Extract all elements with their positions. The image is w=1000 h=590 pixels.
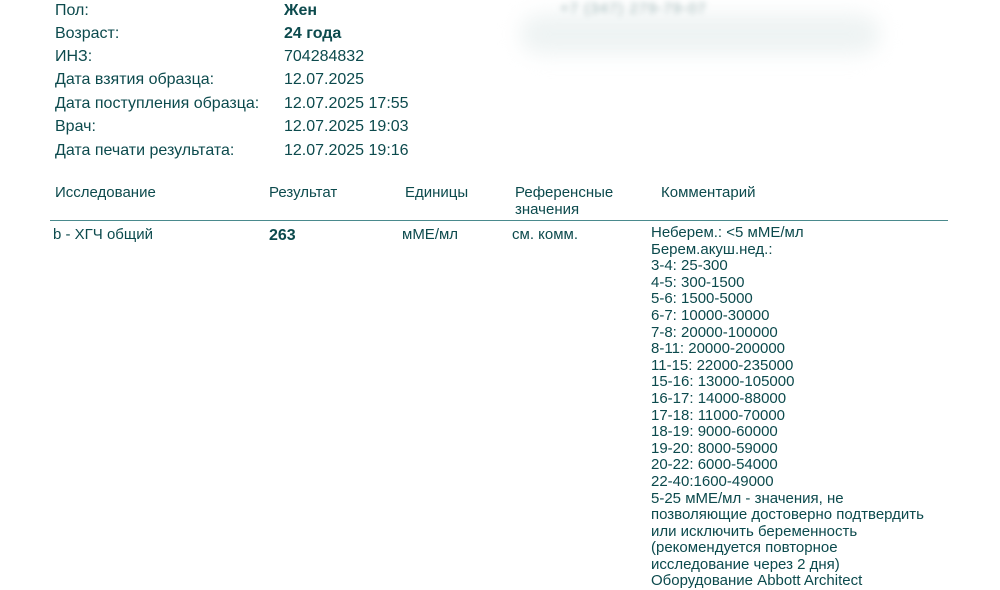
header-divider (50, 220, 948, 221)
age-value: 24 года (284, 25, 342, 42)
sample-date-value: 12.07.2025 (284, 71, 365, 88)
comment-line: 7-8: 20000-100000 (651, 323, 778, 341)
sex-label: Пол: (55, 2, 89, 19)
comment-line: 20-22: 6000-54000 (651, 456, 778, 474)
cell-result: 263 (269, 227, 296, 244)
header-reference: Референсные значения (515, 184, 614, 218)
cell-comment (651, 225, 924, 590)
cell-reference: см. комм. (512, 226, 579, 243)
comment-line: 4-5: 300-1500 (651, 273, 745, 291)
header-units: Единицы (405, 184, 469, 201)
comment-line: 22-40:1600-49000 (651, 472, 774, 490)
age-label: Возраст: (55, 25, 120, 42)
header-study: Исследование (55, 184, 156, 201)
comment-line: 6-7: 10000-30000 (651, 306, 770, 324)
sex-value: Жен (284, 2, 318, 19)
comment-line: 8-11: 20000-200000 (651, 340, 786, 358)
comment-line: исследование через 2 дня) (651, 555, 840, 573)
cell-study: b - ХГЧ общий (53, 226, 153, 243)
header-comment: Комментарий (661, 184, 756, 201)
comment-line: позволяющие достоверно подтвердить (651, 506, 924, 524)
comment-line: 18-19: 9000-60000 (651, 423, 778, 441)
print-date-label: Дата печати результата: (55, 142, 235, 159)
comment-line: 11-15: 22000-235000 (651, 356, 794, 374)
comment-line: 3-4: 25-300 (651, 257, 728, 275)
redaction-blur (520, 14, 880, 54)
sample-date-label: Дата взятия образца: (55, 71, 215, 88)
comment-line: 16-17: 14000-88000 (651, 389, 787, 407)
received-date-value: 12.07.2025 17:55 (284, 95, 409, 112)
comment-line: или исключить беременность (651, 522, 858, 540)
inz-value: 704284832 (284, 48, 365, 65)
comment-line: 5-25 мМЕ/мл - значения, не (651, 489, 844, 507)
print-date-value: 12.07.2025 19:16 (284, 142, 409, 159)
comment-line: 5-6: 1500-5000 (651, 290, 753, 308)
comment-line: 19-20: 8000-59000 (651, 439, 778, 457)
comment-line: 15-16: 13000-105000 (651, 373, 795, 391)
received-date-label: Дата поступления образца: (55, 95, 260, 112)
blurred-contact: +7 (347) 279-79-07 (560, 0, 707, 17)
comment-line: Оборудование Abbott Architect (651, 572, 863, 590)
comment-line: 17-18: 11000-70000 (651, 406, 786, 424)
comment-line: Неберем.: <5 мМЕ/мл (651, 224, 804, 241)
comment-line: Берем.акуш.нед.: (651, 240, 773, 258)
comment-line: (рекомендуется повторное (651, 539, 838, 557)
doctor-value: 12.07.2025 19:03 (284, 118, 409, 135)
header-result: Результат (269, 184, 338, 201)
cell-units: мМЕ/мл (402, 226, 459, 243)
doctor-label: Врач: (55, 118, 96, 135)
inz-label: ИНЗ: (55, 48, 93, 65)
